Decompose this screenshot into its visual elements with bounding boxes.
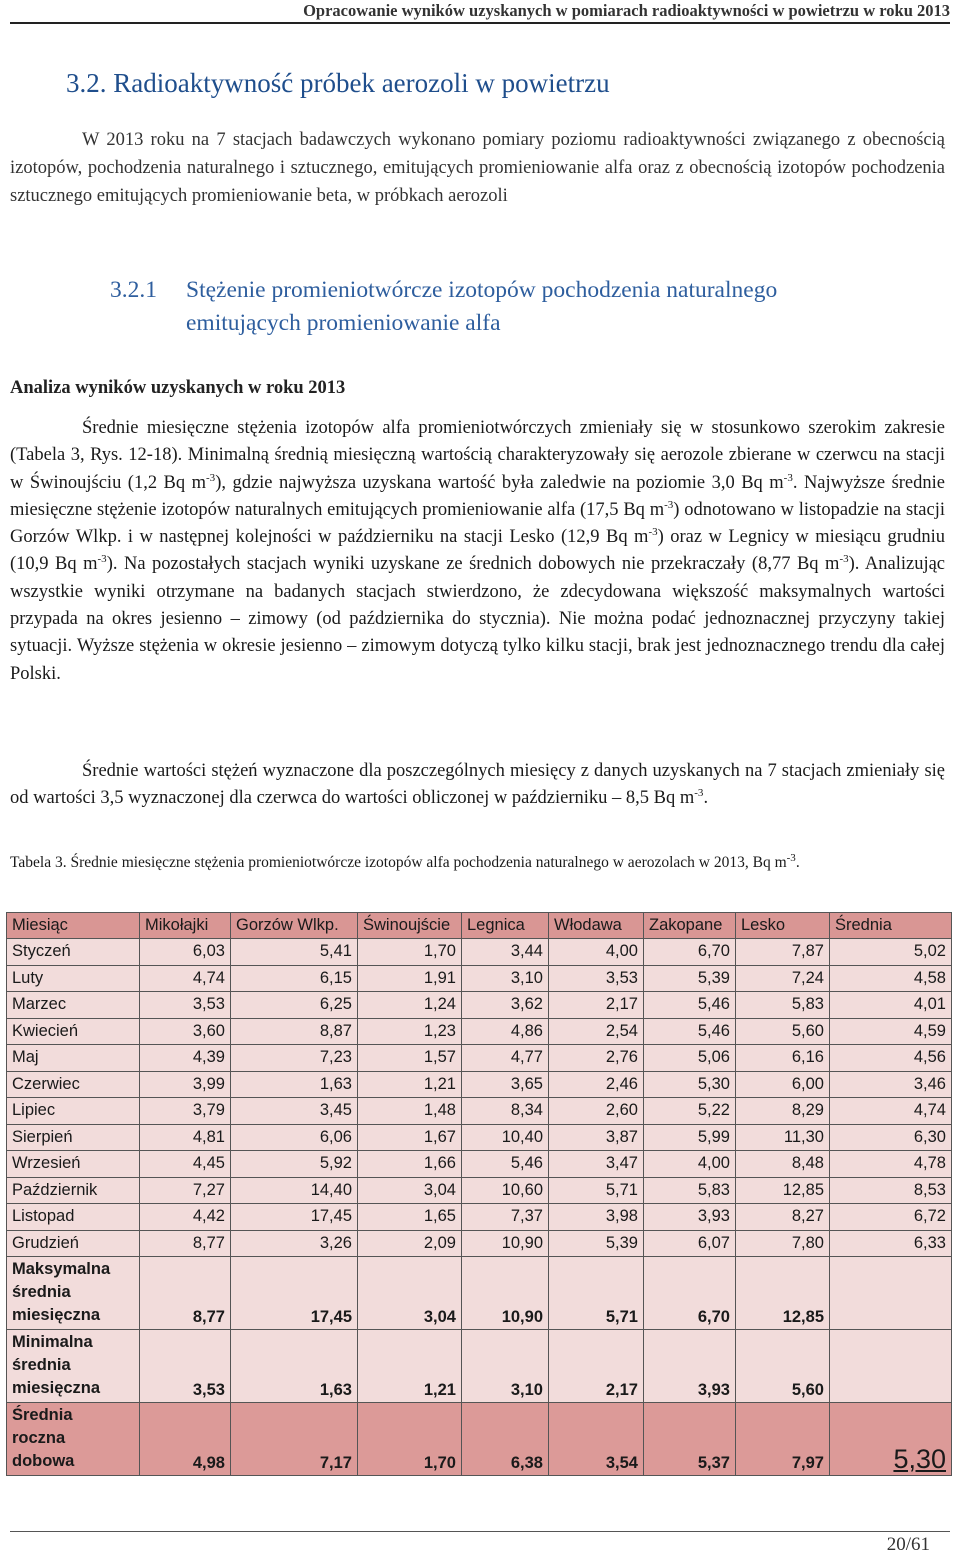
header-row — [7, 913, 952, 939]
summary-label-line: Minimalna — [12, 1333, 93, 1351]
text-run: ), gdzie najwyższa uzyskana wartość była zaledwie na poziomie 3,0 Bq m — [215, 472, 784, 493]
caption-label: Tabela 3. — [10, 854, 67, 871]
value-cell: 5,39 — [644, 965, 736, 992]
value-cell: 5,41 — [231, 939, 358, 966]
value-cell: 1,63 — [231, 1071, 358, 1098]
value-cell: 8,29 — [736, 1098, 830, 1125]
summary-label-line: Średnia — [12, 1406, 73, 1424]
summary-value: 4,98 — [140, 1403, 231, 1476]
text-run: Średnie wartości stężeń wyznaczone dla poszczególnych miesięcy z danych uzyskanych na 7 stacjach zmieniały się od wartości 3,5 wyznaczonej dla czerwca do wartości obliczonej w październiku – 8,5 Bq m — [10, 761, 945, 809]
value-cell: 3,65 — [462, 1071, 549, 1098]
value-cell: 2,54 — [549, 1018, 644, 1045]
summary-label-line: miesięczna — [12, 1306, 101, 1324]
table-monthly-rows — [7, 939, 952, 1257]
month-cell: Sierpień — [7, 1124, 140, 1151]
summary-value: 5,37 — [644, 1403, 736, 1476]
min-row — [7, 1330, 952, 1403]
exponent: -3 — [648, 526, 658, 539]
column-header: Legnica — [462, 913, 549, 939]
subsection-title-line2: emitujących promieniowanie alfa — [186, 310, 501, 336]
month-cell: Luty — [7, 965, 140, 992]
value-cell: 3,99 — [140, 1071, 231, 1098]
value-cell: 1,21 — [358, 1071, 462, 1098]
value-cell: 6,70 — [644, 939, 736, 966]
intro-paragraph: W 2013 roku na 7 stacjach badawczych wykonano pomiary poziomu radioaktywności związanego z obecnością izotopów, pochodzenia naturalnego i sztucznego, emitujących promieniowanie alfa oraz z obecnością izotopów pochodzenia sztucznego emitujących promieniowanie beta, w próbkach aerozoli — [10, 130, 945, 206]
table-caption — [10, 852, 945, 874]
summary-value: 17,45 — [231, 1257, 358, 1330]
value-cell: 2,76 — [549, 1045, 644, 1072]
summary-label-line: średnia — [12, 1283, 71, 1301]
table-row — [7, 965, 952, 992]
value-cell: 4,81 — [140, 1124, 231, 1151]
value-cell: 4,86 — [462, 1018, 549, 1045]
value-cell: 5,99 — [644, 1124, 736, 1151]
column-header: Gorzów Wlkp. — [231, 913, 358, 939]
value-cell: 5,22 — [644, 1098, 736, 1125]
page-header — [10, 0, 950, 24]
table-row — [7, 1018, 952, 1045]
value-cell: 3,45 — [231, 1098, 358, 1125]
text-run: ). Analizując wszystkie wyniki otrzymane na badanych stacjach stwierdzono, że zdecydowana większość maksymalnych wartości przypada na okres jesienno – zimowy (od października do stycznia). Nie można podać jednoznacznej przyczyny takiej sytuacji. Wyższe stężenia w okresie jesienno – zimowym dotyczą tylko kilku stacji, brak jest jednoznacznego trendu dla całej Polski. — [10, 554, 946, 684]
text-run: ) oraz w Legnicy w miesiącu grudniu (10,9 Bq m — [10, 527, 945, 575]
summary-value: 8,77 — [140, 1257, 231, 1330]
exponent: -3 — [786, 851, 796, 864]
text-run: . — [703, 788, 709, 809]
column-header: Zakopane — [644, 913, 736, 939]
value-cell: 6,03 — [140, 939, 231, 966]
summary-value: 6,70 — [644, 1257, 736, 1330]
month-cell: Styczeń — [7, 939, 140, 966]
section-title-text: Radioaktywność próbek aerozoli w powietrzu — [113, 68, 610, 98]
value-cell: 1,91 — [358, 965, 462, 992]
value-cell: 5,02 — [830, 939, 952, 966]
value-cell: 4,00 — [549, 939, 644, 966]
value-cell: 5,06 — [644, 1045, 736, 1072]
text-run: ). Na pozostałych stacjach wyniki uzyskane ze średnich dobowych nie przekraczały (8,77 Bq m — [106, 554, 840, 575]
summary-label — [7, 1257, 140, 1330]
empty-cell — [830, 1257, 952, 1330]
value-cell: 7,37 — [462, 1204, 549, 1231]
analysis-heading: Analiza wyników uzyskanych w roku 2013 — [10, 378, 346, 398]
value-cell: 3,93 — [644, 1204, 736, 1231]
empty-cell — [830, 1330, 952, 1403]
averages-paragraph — [10, 758, 945, 813]
value-cell: 7,87 — [736, 939, 830, 966]
month-cell: Październik — [7, 1177, 140, 1204]
value-cell: 1,23 — [358, 1018, 462, 1045]
table-row — [7, 1177, 952, 1204]
month-cell: Maj — [7, 1045, 140, 1072]
value-cell: 1,65 — [358, 1204, 462, 1231]
value-cell: 8,53 — [830, 1177, 952, 1204]
value-cell: 3,44 — [462, 939, 549, 966]
summary-value: 3,10 — [462, 1330, 549, 1403]
month-cell: Listopad — [7, 1204, 140, 1231]
summary-value: 5,60 — [736, 1330, 830, 1403]
table-row — [7, 1204, 952, 1231]
text-run: Średnie miesięczne stężenia izotopów alfa promieniotwórczych zmieniały się w stosunkowo szerokim zakresie (Tabela 3, Rys. 12-18). Minimalną średnią miesięczną wartością charakteryzowały się aerozole zbierane w czerwcu na stacji w Świnoujściu (1,2 Bq m — [10, 418, 945, 493]
max-row — [7, 1257, 952, 1330]
value-cell: 6,15 — [231, 965, 358, 992]
value-cell: 12,85 — [736, 1177, 830, 1204]
value-cell: 5,39 — [549, 1230, 644, 1257]
value-cell: 4,77 — [462, 1045, 549, 1072]
exponent: -3 — [783, 471, 793, 484]
summary-value: 3,54 — [549, 1403, 644, 1476]
value-cell: 6,07 — [644, 1230, 736, 1257]
value-cell: 2,17 — [549, 992, 644, 1019]
table-row — [7, 1124, 952, 1151]
value-cell: 3,60 — [140, 1018, 231, 1045]
value-cell: 6,25 — [231, 992, 358, 1019]
value-cell: 2,60 — [549, 1098, 644, 1125]
summary-label-line: Maksymalna — [12, 1260, 111, 1278]
summary-value: 7,17 — [231, 1403, 358, 1476]
value-cell: 1,70 — [358, 939, 462, 966]
value-cell: 6,16 — [736, 1045, 830, 1072]
value-cell: 6,00 — [736, 1071, 830, 1098]
value-cell: 5,92 — [231, 1151, 358, 1178]
value-cell: 3,87 — [549, 1124, 644, 1151]
value-cell: 6,06 — [231, 1124, 358, 1151]
value-cell: 3,47 — [549, 1151, 644, 1178]
value-cell: 5,71 — [549, 1177, 644, 1204]
table-row — [7, 992, 952, 1019]
value-cell: 4,01 — [830, 992, 952, 1019]
value-cell: 3,26 — [231, 1230, 358, 1257]
exponent: -3 — [206, 471, 216, 484]
value-cell: 1,67 — [358, 1124, 462, 1151]
value-cell: 11,30 — [736, 1124, 830, 1151]
value-cell: 7,24 — [736, 965, 830, 992]
exponent: -3 — [664, 498, 674, 511]
month-cell: Lipiec — [7, 1098, 140, 1125]
caption-end: . — [795, 854, 800, 871]
analysis-paragraph — [10, 415, 945, 688]
column-header: Włodawa — [549, 913, 644, 939]
summary-value: 7,97 — [736, 1403, 830, 1476]
value-cell: 4,00 — [644, 1151, 736, 1178]
value-cell: 5,83 — [736, 992, 830, 1019]
month-cell: Grudzień — [7, 1230, 140, 1257]
value-cell: 4,74 — [830, 1098, 952, 1125]
value-cell: 3,53 — [140, 992, 231, 1019]
value-cell: 10,60 — [462, 1177, 549, 1204]
value-cell: 8,77 — [140, 1230, 231, 1257]
value-cell: 8,48 — [736, 1151, 830, 1178]
column-header: Świnoujście — [358, 913, 462, 939]
value-cell: 10,90 — [462, 1230, 549, 1257]
exponent: -3 — [97, 553, 107, 566]
summary-label-line: dobowa — [12, 1452, 75, 1470]
month-cell: Wrzesień — [7, 1151, 140, 1178]
table-row — [7, 939, 952, 966]
month-cell: Marzec — [7, 992, 140, 1019]
value-cell: 5,60 — [736, 1018, 830, 1045]
table-row — [7, 1230, 952, 1257]
month-cell: Czerwiec — [7, 1071, 140, 1098]
table-header — [7, 913, 952, 939]
subsection-number: 3.2.1 — [110, 277, 157, 303]
value-cell: 6,72 — [830, 1204, 952, 1231]
value-cell: 4,74 — [140, 965, 231, 992]
value-cell: 5,46 — [644, 992, 736, 1019]
table-row — [7, 1045, 952, 1072]
footer-divider — [10, 1531, 950, 1532]
summary-value: 5,71 — [549, 1257, 644, 1330]
value-cell: 1,57 — [358, 1045, 462, 1072]
value-cell: 10,40 — [462, 1124, 549, 1151]
value-cell: 5,30 — [644, 1071, 736, 1098]
value-cell: 1,24 — [358, 992, 462, 1019]
table-row — [7, 1071, 952, 1098]
section-title — [66, 68, 610, 99]
value-cell: 1,48 — [358, 1098, 462, 1125]
column-header: Lesko — [736, 913, 830, 939]
value-cell: 8,34 — [462, 1098, 549, 1125]
value-cell: 4,59 — [830, 1018, 952, 1045]
value-cell: 1,66 — [358, 1151, 462, 1178]
overall-average: 5,30 — [830, 1403, 952, 1476]
value-cell: 7,23 — [231, 1045, 358, 1072]
value-cell: 6,33 — [830, 1230, 952, 1257]
summary-value: 1,63 — [231, 1330, 358, 1403]
table-summary-rows — [7, 1257, 952, 1476]
value-cell: 7,27 — [140, 1177, 231, 1204]
summary-value: 3,53 — [140, 1330, 231, 1403]
value-cell: 8,27 — [736, 1204, 830, 1231]
table-row — [7, 1151, 952, 1178]
value-cell: 5,46 — [644, 1018, 736, 1045]
value-cell: 3,10 — [462, 965, 549, 992]
value-cell: 4,42 — [140, 1204, 231, 1231]
subsection-title-line1: Stężenie promieniotwórcze izotopów pochodzenia naturalnego — [186, 277, 778, 303]
subsection-title — [110, 274, 950, 340]
summary-label — [7, 1403, 140, 1476]
caption-text: Średnie miesięczne stężenia promieniotwórcze izotopów alfa pochodzenia naturalnego w aerozolach w 2013, Bq m — [66, 854, 787, 871]
running-title: Opracowanie wyników uzyskanych w pomiarach radioaktywności w powietrzu w roku 2013 — [303, 1, 950, 20]
value-cell: 2,46 — [549, 1071, 644, 1098]
summary-value: 6,38 — [462, 1403, 549, 1476]
summary-label-line: średnia — [12, 1356, 71, 1374]
value-cell: 8,87 — [231, 1018, 358, 1045]
value-cell: 3,53 — [549, 965, 644, 992]
summary-value: 12,85 — [736, 1257, 830, 1330]
value-cell: 4,78 — [830, 1151, 952, 1178]
value-cell: 6,30 — [830, 1124, 952, 1151]
value-cell: 3,98 — [549, 1204, 644, 1231]
exponent: -3 — [694, 787, 704, 800]
value-cell: 3,62 — [462, 992, 549, 1019]
month-cell: Kwiecień — [7, 1018, 140, 1045]
summary-value: 3,04 — [358, 1257, 462, 1330]
page-number: 20/61 — [886, 1534, 930, 1555]
value-cell: 3,79 — [140, 1098, 231, 1125]
value-cell: 3,04 — [358, 1177, 462, 1204]
value-cell: 4,58 — [830, 965, 952, 992]
summary-value: 2,17 — [549, 1330, 644, 1403]
column-header: Mikołajki — [140, 913, 231, 939]
value-cell: 3,46 — [830, 1071, 952, 1098]
summary-value: 10,90 — [462, 1257, 549, 1330]
value-cell: 17,45 — [231, 1204, 358, 1231]
value-cell: 7,80 — [736, 1230, 830, 1257]
value-cell: 5,83 — [644, 1177, 736, 1204]
value-cell: 5,46 — [462, 1151, 549, 1178]
summary-value: 1,70 — [358, 1403, 462, 1476]
value-cell: 4,45 — [140, 1151, 231, 1178]
section-number: 3.2. — [66, 68, 107, 98]
summary-value: 1,21 — [358, 1330, 462, 1403]
summary-label-line: miesięczna — [12, 1379, 101, 1397]
value-cell: 4,56 — [830, 1045, 952, 1072]
summary-value: 3,93 — [644, 1330, 736, 1403]
text-run: ) odnotowano w listopadzie na stacji Gorzów Wlkp. i w następnej kolejności w październiku na stacji Lesko (12,9 Bq m — [10, 499, 945, 548]
column-header: Miesiąc — [7, 913, 140, 939]
exponent: -3 — [839, 553, 849, 566]
text-run: . Najwyższe średnie miesięczne stężenie izotopów naturalnych emitujących promieniowanie alfa (17,5 Bq m — [10, 472, 945, 520]
summary-label-line: roczna — [12, 1429, 66, 1447]
table-row — [7, 1098, 952, 1125]
summary-label — [7, 1330, 140, 1403]
concentration-table — [6, 912, 952, 1476]
value-cell: 14,40 — [231, 1177, 358, 1204]
column-header: Średnia — [830, 913, 952, 939]
value-cell: 4,39 — [140, 1045, 231, 1072]
annual-row — [7, 1403, 952, 1476]
value-cell: 2,09 — [358, 1230, 462, 1257]
